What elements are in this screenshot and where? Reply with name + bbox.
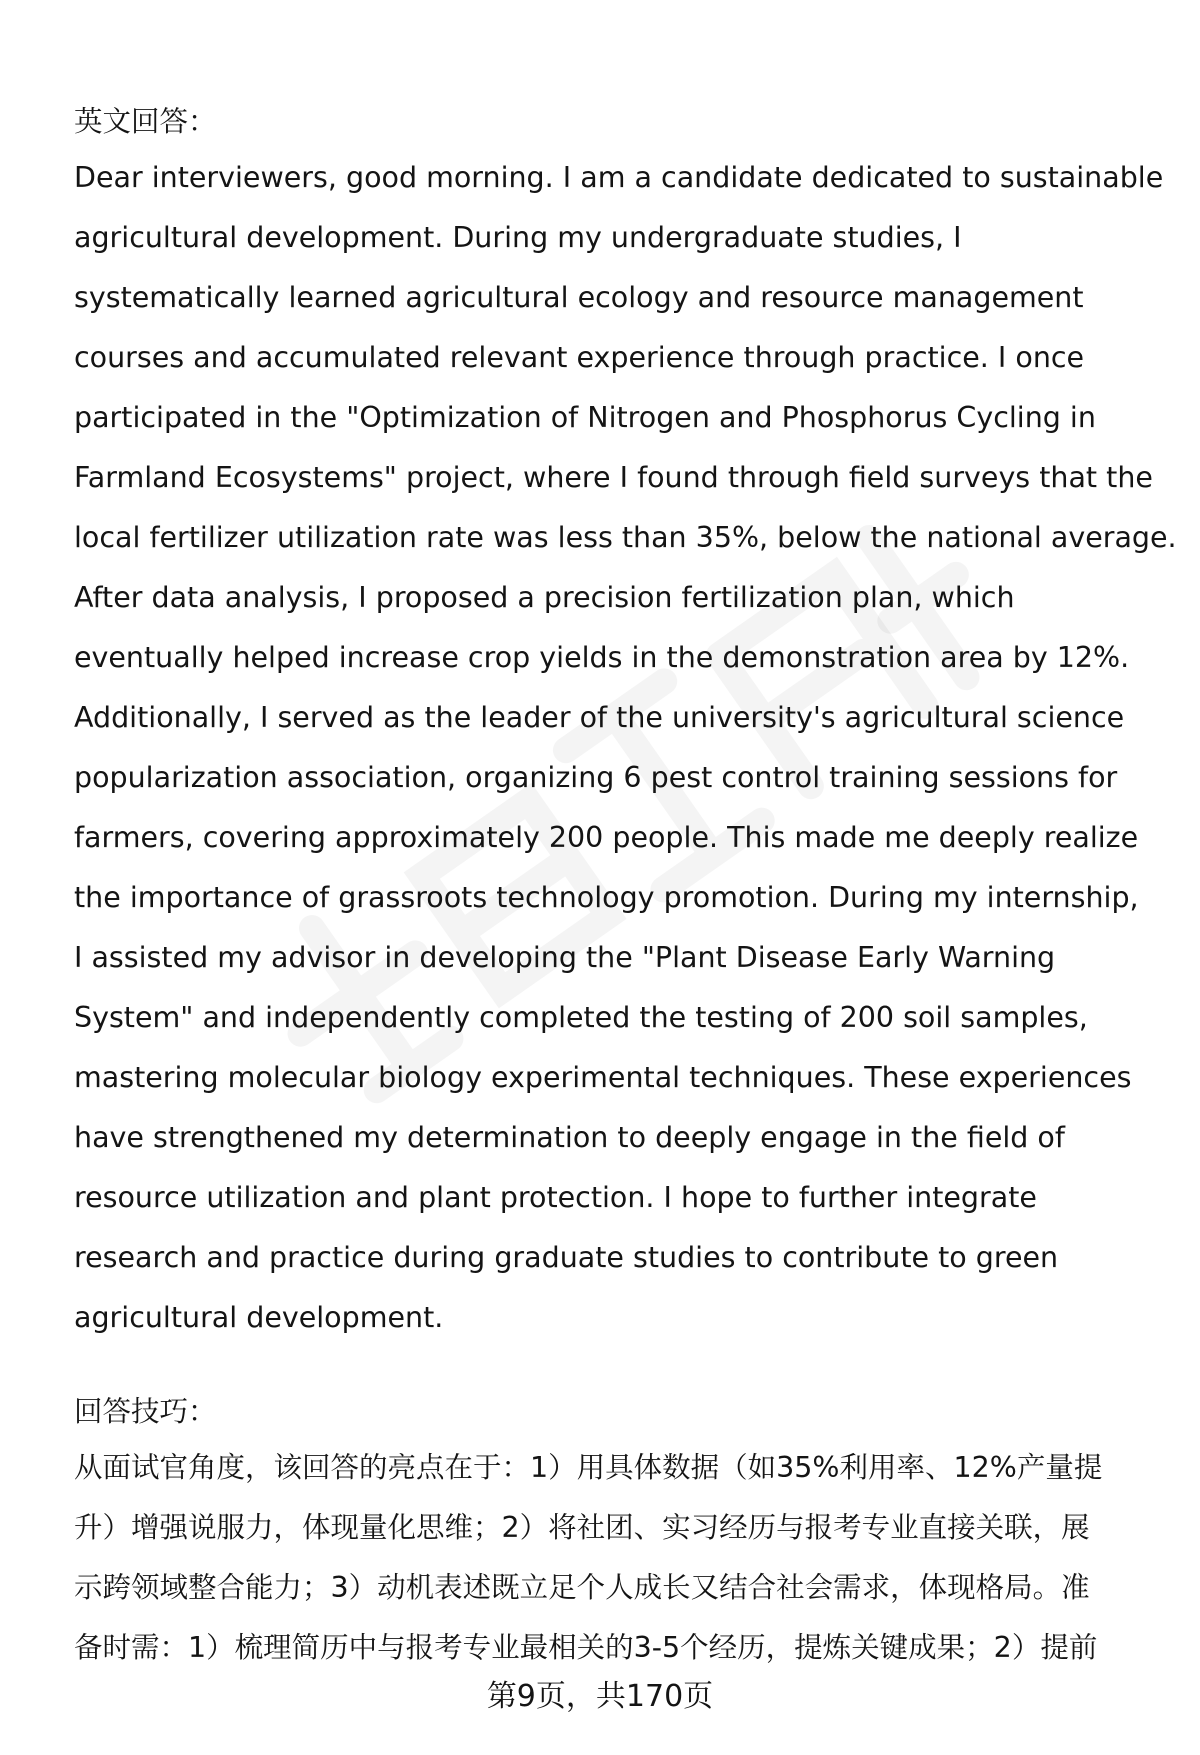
text-line: agricultural development. During my undergraduate studies, I — [74, 221, 962, 254]
answer-tips-heading: 回答技巧： — [74, 1395, 217, 1428]
text-line: Additionally, I served as the leader of the university's agricultural science — [74, 701, 1125, 734]
section-gap — [74, 1348, 1164, 1386]
text-line: research and practice during graduate studies to contribute to green — [74, 1241, 1059, 1274]
text-line: the importance of grassroots technology promotion. During my internship, — [74, 881, 1139, 914]
answer-tips-paragraph — [74, 1438, 1164, 1678]
text-line: farmers, covering approximately 200 people. This made me deeply realize — [74, 821, 1139, 854]
text-line: eventually helped increase crop yields in the demonstration area by 12%. — [74, 641, 1130, 674]
text-line: mastering molecular biology experimental techniques. These experiences — [74, 1061, 1132, 1094]
english-answer-heading: 英文回答： — [74, 105, 217, 138]
text-line: systematically learned agricultural ecology and resource management — [74, 281, 1084, 314]
text-line: 示跨领域整合能力；3）动机表述既立足个人成长又结合社会需求，体现格局。准 — [74, 1571, 1090, 1604]
document-body — [74, 96, 1177, 1678]
text-line: courses and accumulated relevant experience through practice. I once — [74, 341, 1085, 374]
text-line: Dear interviewers, good morning. I am a candidate dedicated to sustainable — [74, 161, 1164, 194]
text-line: After data analysis, I proposed a precision fertilization plan, which — [74, 581, 1015, 614]
text-line: 备时需：1）梳理简历中与报考专业最相关的3-5个经历，提炼关键成果；2）提前 — [74, 1631, 1098, 1664]
page-number: 第9页，共170页 — [486, 1679, 714, 1714]
text-line: Farmland Ecosystems" project, where I found through field surveys that the — [74, 461, 1153, 494]
text-line: agricultural development. — [74, 1301, 444, 1334]
text-line: have strengthened my determination to deeply engage in the field of — [74, 1121, 1065, 1154]
text-line: I assisted my advisor in developing the "Plant Disease Early Warning — [74, 941, 1056, 974]
text-line: local fertilizer utilization rate was less than 35%, below the national average. — [74, 521, 1177, 554]
text-line: System" and independently completed the testing of 200 soil samples, — [74, 1001, 1088, 1034]
text-line: resource utilization and plant protection. I hope to further integrate — [74, 1181, 1037, 1214]
text-line: 从面试官角度，该回答的亮点在于：1）用具体数据（如35%利用率、12%产量提 — [74, 1451, 1103, 1484]
text-line: 升）增强说服力，体现量化思维；2）将社团、实习经历与报考专业直接关联，展 — [74, 1511, 1090, 1544]
text-line: popularization association, organizing 6 pest control training sessions for — [74, 761, 1118, 794]
text-line: participated in the "Optimization of Nitrogen and Phosphorus Cycling in — [74, 401, 1096, 434]
english-answer-paragraph — [74, 148, 1177, 1348]
